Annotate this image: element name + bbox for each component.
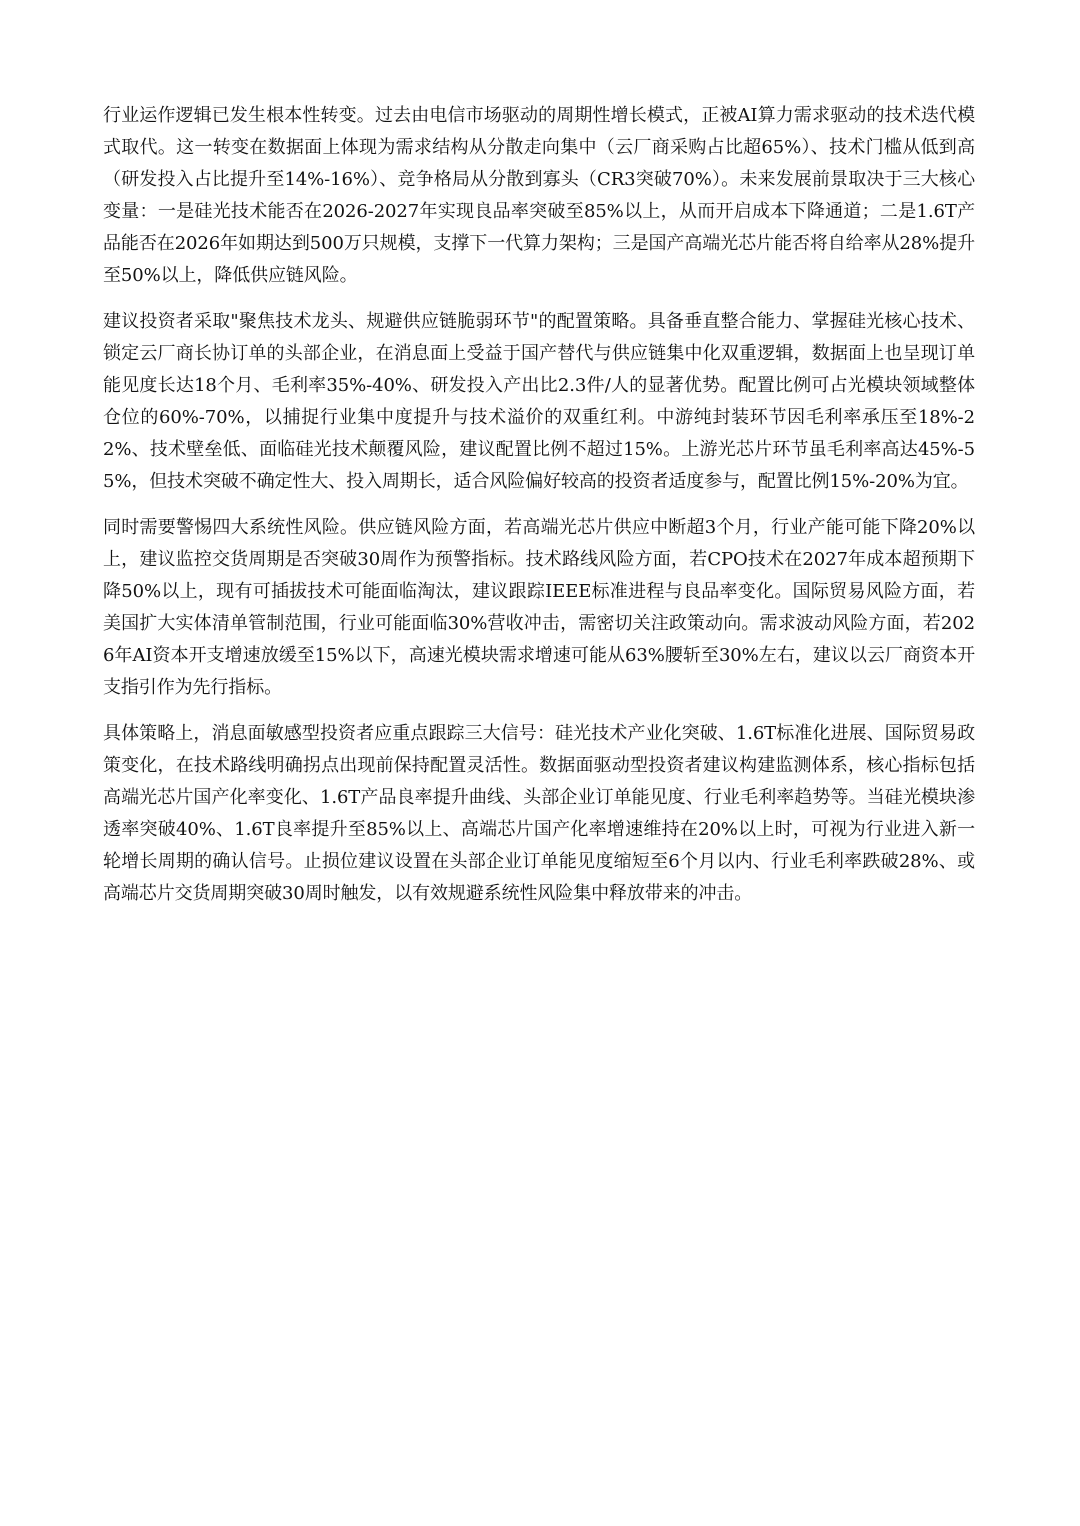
paragraph-systemic-risks: 同时需要警惕四大系统性风险。供应链风险方面，若高端光芯片供应中断超3个月，行业产能可能下降20%以上，建议监控交货周期是否突破30周作为预警指标。技术路线风险方面，若CPO技术在2027年成本超预期下降50%以上，现有可插拔技术可能面临淘汰，建议跟踪IEEE标准进程与良品率变化。国际贸易风险方面，若美国扩大实体清单管制范围，行业可能面临30%营收冲击，需密切关注政策动向。需求波动风险方面，若2026年AI资本开支增速放缓至15%以下，高速光模块需求增速可能从63%腰斩至30%左右，建议以云厂商资本开支指引作为先行指标。 [103, 517, 975, 698]
paragraph-allocation-strategy: 建议投资者采取"聚焦技术龙头、规避供应链脆弱环节"的配置策略。具备垂直整合能力、掌握硅光核心技术、锁定云厂商长协订单的头部企业，在消息面上受益于国产替代与供应链集中化双重逻辑，数据面上也呈现订单能见度长达18个月、毛利率35%-40%、研发投入产出比2.3件/人的显著优势。配置比例可占光模块领域整体仓位的60%-70%，以捕捉行业集中度提升与技术溢价的双重红利。中游纯封装环节因毛利率承压至18%-22%、技术壁垒低、面临硅光技术颠覆风险，建议配置比例不超过15%。上游光芯片环节虽毛利率高达45%-55%，但技术突破不确定性大、投入周期长，适合风险偏好较高的投资者适度参与，配置比例15%-20%为宜。 [103, 311, 975, 492]
document-body [103, 100, 975, 924]
paragraph-industry-logic: 行业运作逻辑已发生根本性转变。过去由电信市场驱动的周期性增长模式，正被AI算力需求驱动的技术迭代模式取代。这一转变在数据面上体现为需求结构从分散走向集中（云厂商采购占比超65%）、技术门槛从低到高（研发投入占比提升至14%-16%）、竞争格局从分散到寡头（CR3突破70%）。未来发展前景取决于三大核心变量：一是硅光技术能否在2026-2027年实现良品率突破至85%以上，从而开启成本下降通道；二是1.6T产品能否在2026年如期达到500万只规模，支撑下一代算力架构；三是国产高端光芯片能否将自给率从28%提升至50%以上，降低供应链风险。 [103, 105, 975, 286]
paragraph-specific-strategy: 具体策略上，消息面敏感型投资者应重点跟踪三大信号：硅光技术产业化突破、1.6T标准化进展、国际贸易政策变化，在技术路线明确拐点出现前保持配置灵活性。数据面驱动型投资者建议构建监测体系，核心指标包括高端光芯片国产化率变化、1.6T产品良率提升曲线、头部企业订单能见度、行业毛利率趋势等。当硅光模块渗透率突破40%、1.6T良率提升至85%以上、高端芯片国产化率增速维持在20%以上时，可视为行业进入新一轮增长周期的确认信号。止损位建议设置在头部企业订单能见度缩短至6个月以内、行业毛利率跌破28%、或高端芯片交货周期突破30周时触发，以有效规避系统性风险集中释放带来的冲击。 [103, 723, 975, 904]
